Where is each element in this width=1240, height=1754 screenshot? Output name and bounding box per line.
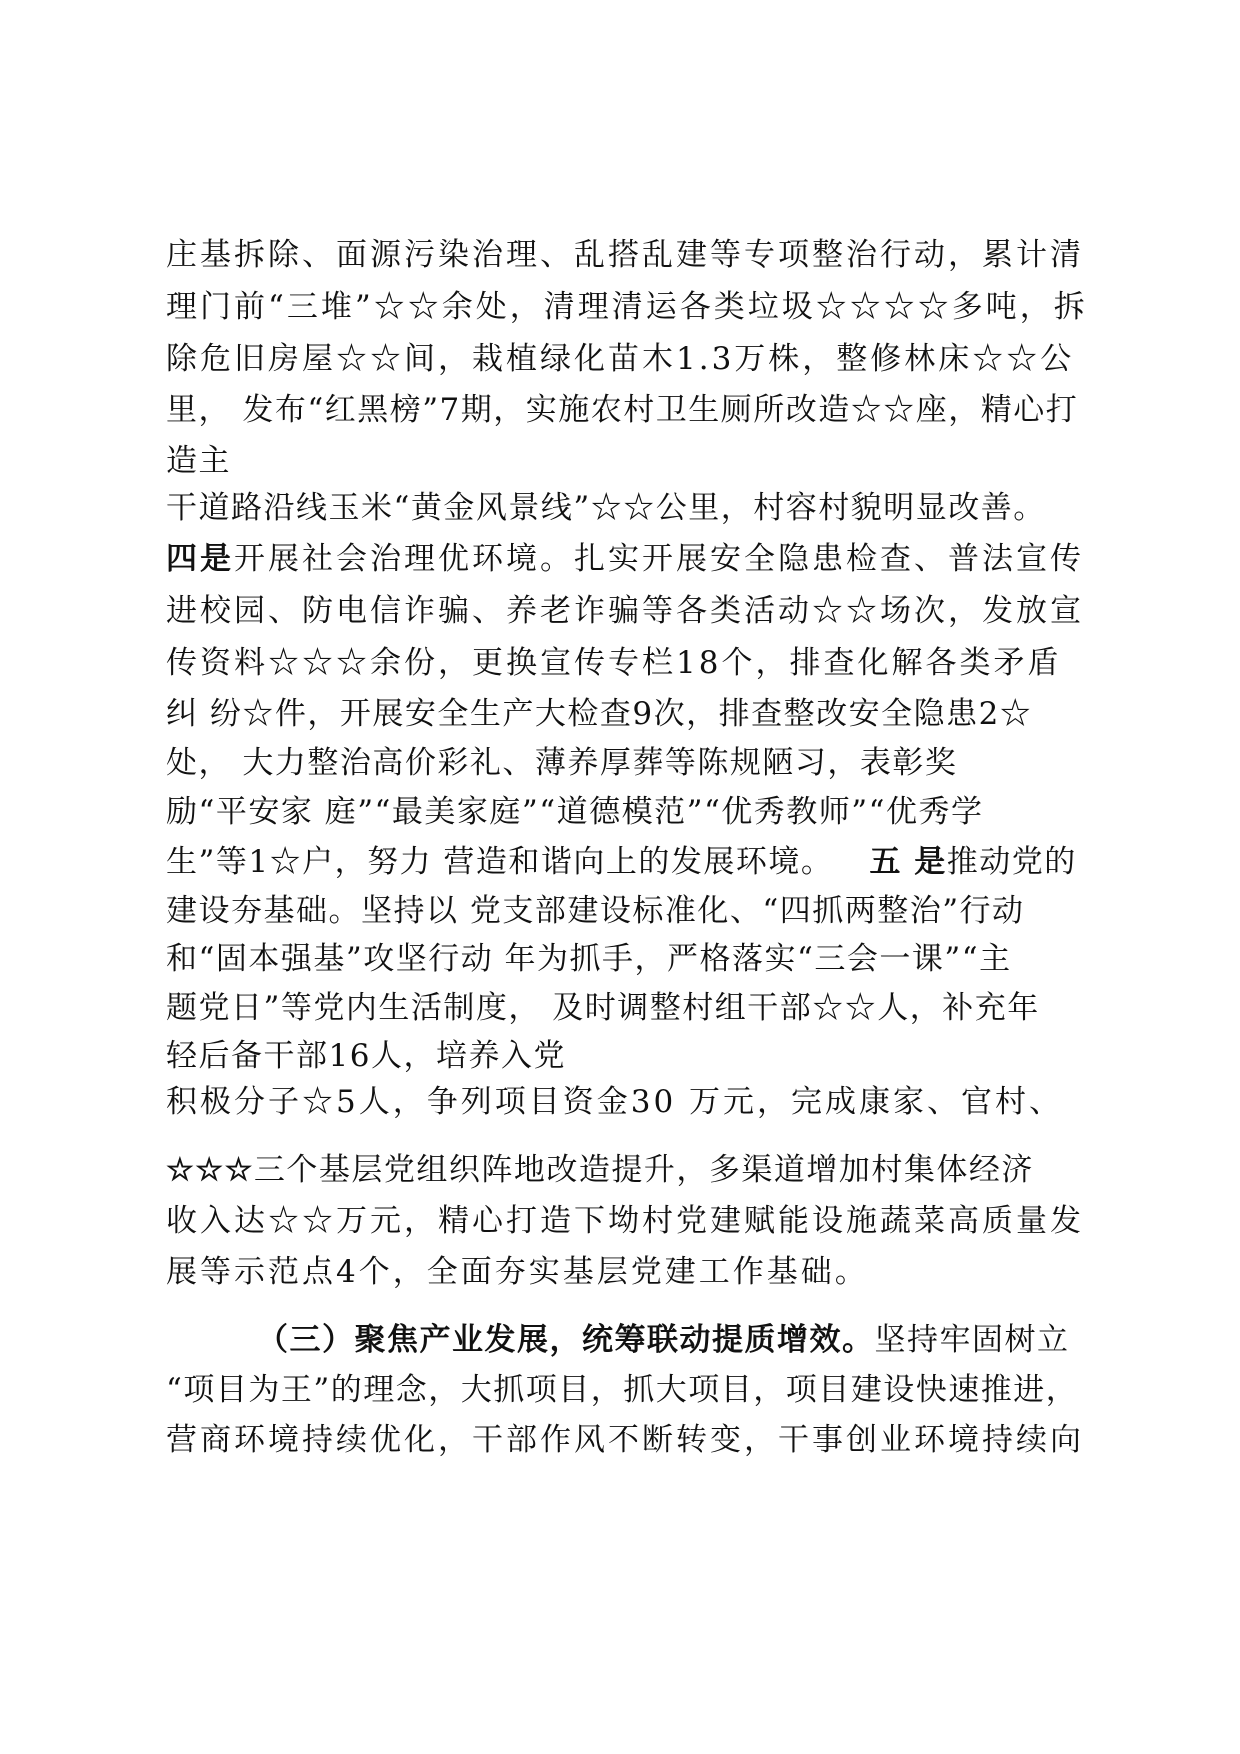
paragraph-line: 干道路沿线玉米“黄金风景线”☆☆公里，村容村貌明显改善。 [166,490,1046,526]
paragraph-line: “项目为王”的理念，大抓项目，抓大项目，项目建设快速推进， [166,1372,1079,1408]
paragraph-line-point-five [166,842,1077,882]
paragraph-line: 题党日”等党内生活制度， 及时调整村组干部☆☆人，补充年 [166,990,1040,1026]
paragraph-line: 纠 纷☆件，开展安全生产大检查9次，排查整改安全隐患2☆ [166,696,1033,732]
paragraph-line: 庄基拆除、面源污染治理、乱搭乱建等专项整治行动，累计清 [166,237,1084,273]
paragraph-line: 造主 [166,443,231,479]
paragraph-line: 里， 发布“红黑榜”7期，实施农村卫生厕所改造☆☆座，精心打 [166,392,1079,428]
paragraph-line: 建设夯基础。坚持以 党支部建设标准化、“四抓两整治”行动 [166,893,1025,929]
paragraph-line: 传资料☆☆☆余份，更换宣传专栏18个，排查化解各类矛盾 [166,645,1062,681]
paragraph-line: 营商环境持续优化，干部作风不断转变，干事创业环境持续向 [166,1422,1084,1458]
paragraph-text: 三个基层党组织阵地改造提升，多渠道增加村集体经济 [253,1152,1034,1188]
village-name-stars: ☆☆☆ [166,1152,254,1188]
point-five-marker: 五 是 [869,844,947,880]
paragraph-line: 励“平安家 庭”“最美家庭”“道德模范”“优秀教师”“优秀学 [166,794,984,830]
paragraph-line-point-four [166,539,1084,579]
point-four-ending: 生”等1☆户，努力 营造和谐向上的发展环境。 [166,844,834,880]
section-text: 坚持牢固树立 [874,1322,1070,1358]
point-five-text: 推动党的 [946,844,1077,880]
paragraph-line: 处， 大力整治高价彩礼、薄养厚葬等陈规陋习，表彰奖 [166,745,958,781]
paragraph-line: 和“固本强基”攻坚行动 年为抓手，严格落实“三会一课”“主 [166,941,1012,977]
paragraph-line: 收入达☆☆万元，精心打造下坳村党建赋能设施蔬菜高质量发 [166,1203,1084,1239]
point-four-text: 开展社会治理优环境。扎实开展安全隐患检查、普法宣传 [234,541,1084,577]
paragraph-line: 进校园、防电信诈骗、养老诈骗等各类活动☆☆场次，发放宣 [166,593,1084,629]
section-heading: （三）聚焦产业发展，统筹联动提质增效。 [257,1322,875,1358]
paragraph-line-stars [166,1150,1034,1190]
paragraph-line: 积极分子☆5人，争列项目资金30 万元，完成康家、官村、 [166,1084,1064,1120]
paragraph-line: 轻后备干部16人，培养入党 [166,1038,566,1074]
paragraph-line: 理门前“三堆”☆☆余处，清理清运各类垃圾☆☆☆☆多吨，拆 [166,289,1088,325]
point-four-marker: 四是 [166,541,234,577]
section-heading-line [257,1320,1070,1360]
paragraph-line: 除危旧房屋☆☆间，栽植绿化苗木1.3万株，整修林床☆☆公 [166,341,1075,377]
paragraph-line: 展等示范点4个，全面夯实基层党建工作基础。 [166,1254,869,1290]
